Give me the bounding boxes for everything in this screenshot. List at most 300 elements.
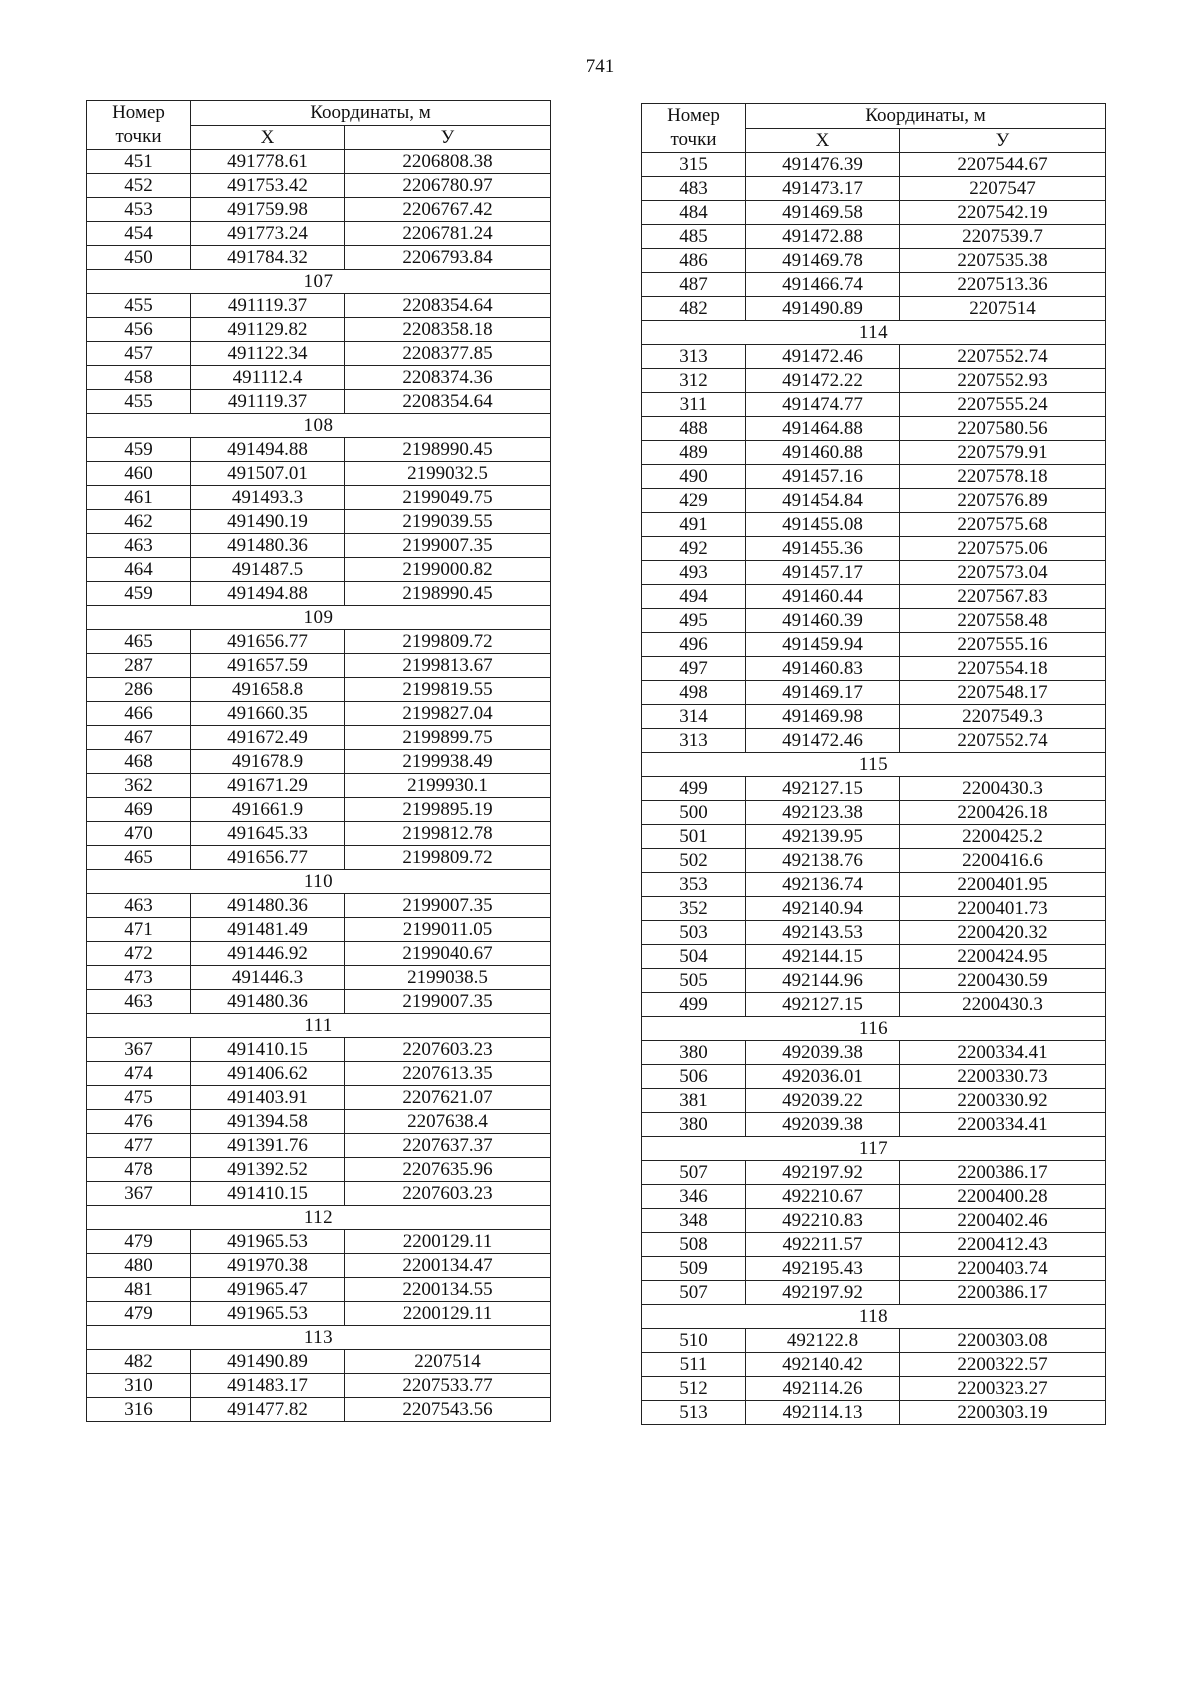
y-coordinate-cell: 2199895.19	[345, 798, 551, 822]
y-coordinate-cell: 2206808.38	[345, 150, 551, 174]
y-coordinate-cell: 2199899.75	[345, 726, 551, 750]
y-coordinate-cell: 2207513.36	[900, 273, 1106, 297]
table-row	[87, 246, 551, 270]
table-row	[87, 222, 551, 246]
table-row	[87, 1110, 551, 1134]
y-coordinate-cell: 2199007.35	[345, 894, 551, 918]
group-number: 118	[642, 1305, 1106, 1329]
x-coordinate-cell: 492143.53	[746, 921, 900, 945]
table-row	[87, 1062, 551, 1086]
table-row	[87, 1278, 551, 1302]
point-number-cell: 513	[642, 1401, 746, 1425]
table-row	[642, 1065, 1106, 1089]
y-coordinate-cell: 2200420.32	[900, 921, 1106, 945]
y-coordinate-cell: 2207638.4	[345, 1110, 551, 1134]
table-row	[87, 1350, 551, 1374]
y-coordinate-cell: 2207579.91	[900, 441, 1106, 465]
x-coordinate-cell: 492123.38	[746, 801, 900, 825]
point-number-cell: 316	[87, 1398, 191, 1422]
x-coordinate-cell: 491466.74	[746, 273, 900, 297]
point-number-cell: 484	[642, 201, 746, 225]
point-number-cell: 482	[87, 1350, 191, 1374]
group-row	[642, 321, 1106, 345]
group-row	[87, 870, 551, 894]
x-coordinate-cell: 491469.58	[746, 201, 900, 225]
table-row	[642, 873, 1106, 897]
table-row	[87, 846, 551, 870]
point-number-cell: 463	[87, 894, 191, 918]
x-coordinate-cell: 491455.36	[746, 537, 900, 561]
point-number-cell: 485	[642, 225, 746, 249]
point-number-cell: 482	[642, 297, 746, 321]
table-row	[87, 174, 551, 198]
group-number: 109	[87, 606, 551, 630]
group-number: 113	[87, 1326, 551, 1350]
table-row	[87, 150, 551, 174]
table-row	[642, 801, 1106, 825]
table-row	[87, 1158, 551, 1182]
x-coordinate-cell: 491759.98	[191, 198, 345, 222]
point-number-cell: 467	[87, 726, 191, 750]
y-coordinate-cell: 2199930.1	[345, 774, 551, 798]
x-coordinate-cell: 491391.76	[191, 1134, 345, 1158]
x-coordinate-cell: 491129.82	[191, 318, 345, 342]
y-coordinate-cell: 2200401.95	[900, 873, 1106, 897]
table-row	[87, 1230, 551, 1254]
table-row	[87, 1086, 551, 1110]
x-coordinate-cell: 491490.19	[191, 510, 345, 534]
point-number-cell: 496	[642, 633, 746, 657]
y-coordinate-cell: 2207555.24	[900, 393, 1106, 417]
point-number-cell: 501	[642, 825, 746, 849]
x-coordinate-cell: 491472.46	[746, 729, 900, 753]
y-coordinate-cell: 2200400.28	[900, 1185, 1106, 1209]
point-number-cell: 494	[642, 585, 746, 609]
x-coordinate-cell: 492136.74	[746, 873, 900, 897]
y-coordinate-cell: 2206780.97	[345, 174, 551, 198]
x-coordinate-cell: 491472.22	[746, 369, 900, 393]
table-row	[642, 609, 1106, 633]
point-number-cell: 503	[642, 921, 746, 945]
y-coordinate-cell: 2200426.18	[900, 801, 1106, 825]
x-coordinate-cell: 491678.9	[191, 750, 345, 774]
x-coordinate-cell: 491970.38	[191, 1254, 345, 1278]
point-number-cell: 450	[87, 246, 191, 270]
table-row	[642, 561, 1106, 585]
y-coordinate-cell: 2207621.07	[345, 1086, 551, 1110]
table-row	[642, 393, 1106, 417]
y-coordinate-cell: 2199007.35	[345, 990, 551, 1014]
y-coordinate-cell: 2200303.08	[900, 1329, 1106, 1353]
group-row	[87, 606, 551, 630]
x-coordinate-cell: 491656.77	[191, 630, 345, 654]
y-coordinate-cell: 2206767.42	[345, 198, 551, 222]
y-coordinate-cell: 2200303.19	[900, 1401, 1106, 1425]
x-coordinate-cell: 492122.8	[746, 1329, 900, 1353]
point-number-cell: 504	[642, 945, 746, 969]
x-coordinate-cell: 491645.33	[191, 822, 345, 846]
point-number-cell: 456	[87, 318, 191, 342]
x-coordinate-cell: 491457.16	[746, 465, 900, 489]
table-row	[642, 225, 1106, 249]
point-number-cell: 500	[642, 801, 746, 825]
x-coordinate-cell: 492039.22	[746, 1089, 900, 1113]
table-row	[642, 273, 1106, 297]
table-row	[642, 1257, 1106, 1281]
group-row	[87, 1326, 551, 1350]
y-coordinate-cell: 2199039.55	[345, 510, 551, 534]
table-row	[642, 897, 1106, 921]
x-coordinate-cell: 491773.24	[191, 222, 345, 246]
y-coordinate-cell: 2200424.95	[900, 945, 1106, 969]
x-coordinate-cell: 491778.61	[191, 150, 345, 174]
x-coordinate-cell: 491477.82	[191, 1398, 345, 1422]
point-number-cell: 469	[87, 798, 191, 822]
table-row	[87, 630, 551, 654]
y-coordinate-cell: 2198990.45	[345, 438, 551, 462]
point-number-header: Номер точки	[642, 104, 746, 153]
table-row	[87, 1182, 551, 1206]
point-number-cell: 488	[642, 417, 746, 441]
table-row	[642, 1329, 1106, 1353]
x-coordinate-cell: 491656.77	[191, 846, 345, 870]
table-row	[87, 462, 551, 486]
table-row	[642, 969, 1106, 993]
point-number-cell: 476	[87, 1110, 191, 1134]
table-row	[642, 201, 1106, 225]
table-row	[87, 558, 551, 582]
x-coordinate-cell: 491112.4	[191, 366, 345, 390]
x-coordinate-cell: 491965.53	[191, 1302, 345, 1326]
x-coordinate-cell: 491446.3	[191, 966, 345, 990]
y-coordinate-cell: 2199813.67	[345, 654, 551, 678]
group-row	[642, 753, 1106, 777]
table-row	[642, 777, 1106, 801]
point-number-cell: 493	[642, 561, 746, 585]
y-coordinate-cell: 2208354.64	[345, 390, 551, 414]
point-number-cell: 453	[87, 198, 191, 222]
y-coordinate-cell: 2199032.5	[345, 462, 551, 486]
x-coordinate-cell: 491403.91	[191, 1086, 345, 1110]
x-coordinate-cell: 491446.92	[191, 942, 345, 966]
x-coordinate-cell: 491476.39	[746, 153, 900, 177]
table-row	[87, 894, 551, 918]
x-coordinate-cell: 491119.37	[191, 390, 345, 414]
x-coordinate-cell: 491460.88	[746, 441, 900, 465]
point-number-cell: 490	[642, 465, 746, 489]
y-coordinate-cell: 2207603.23	[345, 1182, 551, 1206]
point-number-cell: 471	[87, 918, 191, 942]
point-number-cell: 479	[87, 1302, 191, 1326]
y-coordinate-cell: 2200129.11	[345, 1230, 551, 1254]
point-number-cell: 314	[642, 705, 746, 729]
point-number-cell: 310	[87, 1374, 191, 1398]
y-coordinate-cell: 2199011.05	[345, 918, 551, 942]
x-coordinate-cell: 491671.29	[191, 774, 345, 798]
y-coordinate-cell: 2200403.74	[900, 1257, 1106, 1281]
point-number-cell: 313	[642, 345, 746, 369]
x-coordinate-cell: 491469.78	[746, 249, 900, 273]
table-row	[642, 825, 1106, 849]
x-coordinate-cell: 491406.62	[191, 1062, 345, 1086]
table-row	[87, 342, 551, 366]
point-number-cell: 483	[642, 177, 746, 201]
x-coordinate-cell: 492210.67	[746, 1185, 900, 1209]
point-number-cell: 315	[642, 153, 746, 177]
table-row	[642, 657, 1106, 681]
table-row	[87, 438, 551, 462]
y-coordinate-cell: 2200129.11	[345, 1302, 551, 1326]
table-row	[642, 441, 1106, 465]
point-number-cell: 362	[87, 774, 191, 798]
point-number-cell: 466	[87, 702, 191, 726]
y-coordinate-cell: 2208358.18	[345, 318, 551, 342]
y-coordinate-cell: 2198990.45	[345, 582, 551, 606]
point-number-cell: 495	[642, 609, 746, 633]
y-coordinate-cell: 2199007.35	[345, 534, 551, 558]
x-coordinate-cell: 491784.32	[191, 246, 345, 270]
table-row	[87, 582, 551, 606]
point-number-cell: 479	[87, 1230, 191, 1254]
x-coordinate-cell: 491460.39	[746, 609, 900, 633]
y-coordinate-cell: 2200322.57	[900, 1353, 1106, 1377]
point-number-cell: 491	[642, 513, 746, 537]
y-coordinate-cell: 2199049.75	[345, 486, 551, 510]
x-coordinate-cell: 491660.35	[191, 702, 345, 726]
y-coordinate-cell: 2200386.17	[900, 1281, 1106, 1305]
table-row	[642, 585, 1106, 609]
x-coordinate-cell: 492138.76	[746, 849, 900, 873]
point-number-cell: 468	[87, 750, 191, 774]
table-row	[87, 654, 551, 678]
point-number-cell: 487	[642, 273, 746, 297]
x-coordinate-cell: 491469.17	[746, 681, 900, 705]
point-number-cell: 499	[642, 777, 746, 801]
group-row	[87, 1014, 551, 1038]
group-number: 107	[87, 270, 551, 294]
x-coordinate-cell: 492127.15	[746, 993, 900, 1017]
table-row	[642, 297, 1106, 321]
group-number: 117	[642, 1137, 1106, 1161]
x-coordinate-cell: 491507.01	[191, 462, 345, 486]
group-number: 115	[642, 753, 1106, 777]
x-coordinate-cell: 492139.95	[746, 825, 900, 849]
y-coordinate-cell: 2207613.35	[345, 1062, 551, 1086]
x-coordinate-cell: 491661.9	[191, 798, 345, 822]
point-number-cell: 381	[642, 1089, 746, 1113]
y-coordinate-cell: 2207603.23	[345, 1038, 551, 1062]
table-row	[642, 537, 1106, 561]
group-number: 112	[87, 1206, 551, 1230]
y-coordinate-cell: 2199809.72	[345, 846, 551, 870]
table-row	[642, 1401, 1106, 1425]
y-coordinate-cell: 2208377.85	[345, 342, 551, 366]
table-row	[642, 1089, 1106, 1113]
table-row	[642, 1041, 1106, 1065]
coordinates-table-left	[86, 100, 551, 1422]
y-coordinate-cell: 2207547	[900, 177, 1106, 201]
y-header: У	[345, 125, 551, 150]
table-row	[87, 318, 551, 342]
table-row	[642, 417, 1106, 441]
x-coordinate-cell: 492039.38	[746, 1113, 900, 1137]
table-row	[642, 849, 1106, 873]
y-coordinate-cell: 2207552.74	[900, 345, 1106, 369]
x-coordinate-cell: 491658.8	[191, 678, 345, 702]
point-number-cell: 452	[87, 174, 191, 198]
table-row	[642, 945, 1106, 969]
x-coordinate-cell: 491965.53	[191, 1230, 345, 1254]
point-number-cell: 465	[87, 846, 191, 870]
x-coordinate-cell: 491457.17	[746, 561, 900, 585]
table-row	[87, 918, 551, 942]
x-coordinate-cell: 491657.59	[191, 654, 345, 678]
x-coordinate-cell: 491490.89	[746, 297, 900, 321]
y-coordinate-cell: 2207549.3	[900, 705, 1106, 729]
y-coordinate-cell: 2200430.3	[900, 993, 1106, 1017]
y-coordinate-cell: 2207575.68	[900, 513, 1106, 537]
coordinates-table-right	[641, 103, 1106, 1425]
table-row	[87, 198, 551, 222]
point-number-cell: 465	[87, 630, 191, 654]
point-number-cell: 507	[642, 1281, 746, 1305]
point-number-cell: 508	[642, 1233, 746, 1257]
table-row	[642, 249, 1106, 273]
group-row	[642, 1017, 1106, 1041]
y-coordinate-cell: 2199809.72	[345, 630, 551, 654]
x-coordinate-cell: 492144.96	[746, 969, 900, 993]
point-number-cell: 455	[87, 294, 191, 318]
y-coordinate-cell: 2207637.37	[345, 1134, 551, 1158]
x-header: X	[191, 125, 345, 150]
x-coordinate-cell: 491473.17	[746, 177, 900, 201]
x-coordinate-cell: 492114.13	[746, 1401, 900, 1425]
point-number-cell: 478	[87, 1158, 191, 1182]
point-number-cell: 286	[87, 678, 191, 702]
table-row	[642, 729, 1106, 753]
table-row	[642, 705, 1106, 729]
x-coordinate-cell: 491454.84	[746, 489, 900, 513]
group-row	[87, 1206, 551, 1230]
y-coordinate-cell: 2207552.74	[900, 729, 1106, 753]
point-number-cell: 505	[642, 969, 746, 993]
point-number-cell: 464	[87, 558, 191, 582]
point-number-cell: 458	[87, 366, 191, 390]
x-coordinate-cell: 491493.3	[191, 486, 345, 510]
y-coordinate-cell: 2207514	[345, 1350, 551, 1374]
y-coordinate-cell: 2199038.5	[345, 966, 551, 990]
table-row	[87, 1374, 551, 1398]
coordinates-header: Координаты, м	[746, 104, 1106, 129]
point-number-cell: 367	[87, 1182, 191, 1206]
point-number-cell: 499	[642, 993, 746, 1017]
x-coordinate-cell: 492197.92	[746, 1281, 900, 1305]
table-row	[87, 966, 551, 990]
table-row	[642, 993, 1106, 1017]
y-coordinate-cell: 2200134.55	[345, 1278, 551, 1302]
y-coordinate-cell: 2200330.73	[900, 1065, 1106, 1089]
y-coordinate-cell: 2200334.41	[900, 1041, 1106, 1065]
y-coordinate-cell: 2207554.18	[900, 657, 1106, 681]
y-coordinate-cell: 2207558.48	[900, 609, 1106, 633]
point-number-cell: 460	[87, 462, 191, 486]
table-row	[87, 486, 551, 510]
point-number-cell: 313	[642, 729, 746, 753]
table-row	[642, 153, 1106, 177]
y-coordinate-cell: 2207578.18	[900, 465, 1106, 489]
y-coordinate-cell: 2207573.04	[900, 561, 1106, 585]
table-row	[87, 1038, 551, 1062]
x-coordinate-cell: 491487.5	[191, 558, 345, 582]
point-number-cell: 380	[642, 1041, 746, 1065]
point-number-cell: 311	[642, 393, 746, 417]
table-row	[87, 726, 551, 750]
x-coordinate-cell: 491394.58	[191, 1110, 345, 1134]
y-coordinate-cell: 2207544.67	[900, 153, 1106, 177]
point-number-cell: 502	[642, 849, 746, 873]
x-coordinate-cell: 491460.44	[746, 585, 900, 609]
y-coordinate-cell: 2200425.2	[900, 825, 1106, 849]
y-coordinate-cell: 2200401.73	[900, 897, 1106, 921]
y-coordinate-cell: 2199000.82	[345, 558, 551, 582]
y-header: У	[900, 128, 1106, 153]
group-row	[642, 1137, 1106, 1161]
x-coordinate-cell: 491753.42	[191, 174, 345, 198]
x-coordinate-cell: 492211.57	[746, 1233, 900, 1257]
point-number-cell: 472	[87, 942, 191, 966]
x-coordinate-cell: 491464.88	[746, 417, 900, 441]
point-number-cell: 511	[642, 1353, 746, 1377]
table-row	[87, 822, 551, 846]
point-number-cell: 492	[642, 537, 746, 561]
table-row	[642, 681, 1106, 705]
point-number-cell: 510	[642, 1329, 746, 1353]
point-number-cell: 463	[87, 990, 191, 1014]
group-number: 116	[642, 1017, 1106, 1041]
y-coordinate-cell: 2200330.92	[900, 1089, 1106, 1113]
point-number-cell: 470	[87, 822, 191, 846]
table-row	[87, 294, 551, 318]
point-number-cell: 512	[642, 1377, 746, 1401]
point-number-cell: 353	[642, 873, 746, 897]
table-row	[642, 1377, 1106, 1401]
table-row	[87, 510, 551, 534]
y-coordinate-cell: 2200416.6	[900, 849, 1106, 873]
point-number-cell: 352	[642, 897, 746, 921]
table-row	[87, 942, 551, 966]
y-coordinate-cell: 2200412.43	[900, 1233, 1106, 1257]
point-number-cell: 507	[642, 1161, 746, 1185]
point-number-cell: 475	[87, 1086, 191, 1110]
y-coordinate-cell: 2207543.56	[345, 1398, 551, 1422]
x-coordinate-cell: 491672.49	[191, 726, 345, 750]
page-number: 741	[585, 56, 615, 77]
x-coordinate-cell: 492039.38	[746, 1041, 900, 1065]
table-row	[642, 921, 1106, 945]
y-coordinate-cell: 2200323.27	[900, 1377, 1106, 1401]
y-coordinate-cell: 2200386.17	[900, 1161, 1106, 1185]
y-coordinate-cell: 2199812.78	[345, 822, 551, 846]
table-row	[87, 990, 551, 1014]
x-coordinate-cell: 491965.47	[191, 1278, 345, 1302]
table-row	[87, 1302, 551, 1326]
x-coordinate-cell: 491481.49	[191, 918, 345, 942]
group-number: 110	[87, 870, 551, 894]
x-coordinate-cell: 492140.94	[746, 897, 900, 921]
point-number-cell: 497	[642, 657, 746, 681]
point-number-cell: 481	[87, 1278, 191, 1302]
y-coordinate-cell: 2206793.84	[345, 246, 551, 270]
